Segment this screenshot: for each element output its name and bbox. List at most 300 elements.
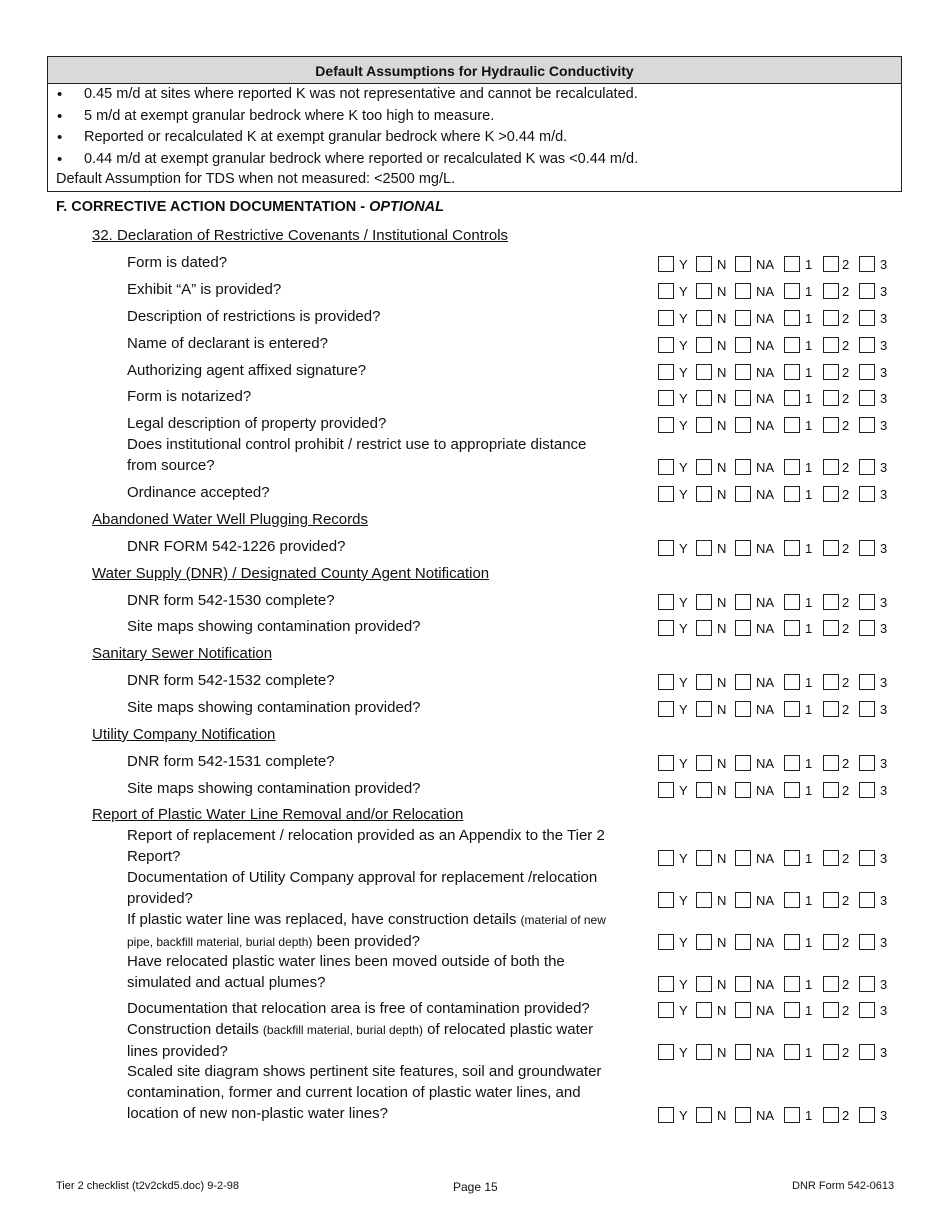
option-label-3: 3 xyxy=(880,893,888,908)
checkbox-2[interactable] xyxy=(823,755,839,771)
checkbox-n[interactable] xyxy=(696,283,712,299)
checkbox-1[interactable] xyxy=(784,540,800,556)
option-label-y: Y xyxy=(679,595,688,610)
checkbox-na[interactable] xyxy=(735,934,751,950)
checkbox-2[interactable] xyxy=(823,976,839,992)
checkbox-1[interactable] xyxy=(784,620,800,636)
checkbox-n[interactable] xyxy=(696,390,712,406)
checkbox-2[interactable] xyxy=(823,256,839,272)
option-label-y: Y xyxy=(679,702,688,717)
checkbox-na[interactable] xyxy=(735,1044,751,1060)
checkbox-y[interactable] xyxy=(658,755,674,771)
answer-options xyxy=(658,390,898,408)
checkbox-y[interactable] xyxy=(658,620,674,636)
checkbox-n[interactable] xyxy=(696,892,712,908)
option-label-1: 1 xyxy=(805,257,813,272)
checkbox-n[interactable] xyxy=(696,934,712,950)
option-label-2: 2 xyxy=(842,541,850,556)
option-label-1: 1 xyxy=(805,893,813,908)
checkbox-1[interactable] xyxy=(784,1044,800,1060)
checkbox-na[interactable] xyxy=(735,674,751,690)
option-label-3: 3 xyxy=(880,284,888,299)
checkbox-3[interactable] xyxy=(859,934,875,950)
checkbox-y[interactable] xyxy=(658,486,674,502)
checkbox-na[interactable] xyxy=(735,976,751,992)
checkbox-1[interactable] xyxy=(784,256,800,272)
assumption-item: • 0.44 m/d at exempt granular bedrock where reported or recalculated K was <0.44 m/d. xyxy=(48,149,901,171)
option-label-na: NA xyxy=(756,311,775,326)
option-label-1: 1 xyxy=(805,1045,813,1060)
checkbox-y[interactable] xyxy=(658,337,674,353)
checkbox-2[interactable] xyxy=(823,674,839,690)
checkbox-3[interactable] xyxy=(859,364,875,380)
option-label-na: NA xyxy=(756,702,775,717)
option-label-2: 2 xyxy=(842,418,850,433)
checkbox-2[interactable] xyxy=(823,283,839,299)
checkbox-na[interactable] xyxy=(735,337,751,353)
checkbox-3[interactable] xyxy=(859,540,875,556)
heading-water-supply: Water Supply (DNR) / Designated County Agent Notification xyxy=(92,565,490,582)
checkbox-1[interactable] xyxy=(784,976,800,992)
question-text: Form is notarized? xyxy=(127,388,252,405)
option-label-2: 2 xyxy=(842,621,850,636)
checkbox-n[interactable] xyxy=(696,620,712,636)
checkbox-3[interactable] xyxy=(859,310,875,326)
heading-plastic-water-line: Report of Plastic Water Line Removal and/or Relocation xyxy=(92,806,464,823)
checkbox-n[interactable] xyxy=(696,417,712,433)
question-text: DNR FORM 542-1226 provided? xyxy=(127,538,346,555)
section-title: F. CORRECTIVE ACTION DOCUMENTATION - OPTIONAL xyxy=(56,199,445,215)
checkbox-na[interactable] xyxy=(735,364,751,380)
question-text: Name of declarant is entered? xyxy=(127,335,328,352)
option-label-y: Y xyxy=(679,893,688,908)
checkbox-y[interactable] xyxy=(658,850,674,866)
checkbox-1[interactable] xyxy=(784,782,800,798)
checkbox-na[interactable] xyxy=(735,1107,751,1123)
option-label-1: 1 xyxy=(805,851,813,866)
option-label-n: N xyxy=(717,541,727,556)
checkbox-n[interactable] xyxy=(696,337,712,353)
option-label-3: 3 xyxy=(880,541,888,556)
option-label-na: NA xyxy=(756,1003,775,1018)
checkbox-1[interactable] xyxy=(784,417,800,433)
option-label-n: N xyxy=(717,1108,727,1123)
checkbox-y[interactable] xyxy=(658,934,674,950)
checkbox-1[interactable] xyxy=(784,594,800,610)
heading-well-plugging: Abandoned Water Well Plugging Records xyxy=(92,511,368,528)
option-label-3: 3 xyxy=(880,675,888,690)
checkbox-2[interactable] xyxy=(823,459,839,475)
checkbox-y[interactable] xyxy=(658,459,674,475)
checkbox-2[interactable] xyxy=(823,934,839,950)
option-label-2: 2 xyxy=(842,977,850,992)
checkbox-2[interactable] xyxy=(823,337,839,353)
option-label-1: 1 xyxy=(805,1108,813,1123)
checkbox-3[interactable] xyxy=(859,256,875,272)
answer-options xyxy=(658,934,898,952)
option-label-2: 2 xyxy=(842,311,850,326)
option-label-n: N xyxy=(717,621,727,636)
checkbox-1[interactable] xyxy=(784,364,800,380)
checkbox-2[interactable] xyxy=(823,701,839,717)
box-title: Default Assumptions for Hydraulic Conductivity xyxy=(48,57,901,84)
answer-options xyxy=(658,892,898,910)
option-label-3: 3 xyxy=(880,935,888,950)
checkbox-2[interactable] xyxy=(823,782,839,798)
checkbox-1[interactable] xyxy=(784,755,800,771)
checkbox-3[interactable] xyxy=(859,390,875,406)
assumption-item: • 0.45 m/d at sites where reported K was not representative and cannot be recalculated. xyxy=(48,84,901,106)
checkbox-na[interactable] xyxy=(735,486,751,502)
option-label-2: 2 xyxy=(842,365,850,380)
option-label-y: Y xyxy=(679,1108,688,1123)
checkbox-1[interactable] xyxy=(784,459,800,475)
checkbox-1[interactable] xyxy=(784,674,800,690)
checkbox-na[interactable] xyxy=(735,283,751,299)
option-label-y: Y xyxy=(679,675,688,690)
checkbox-1[interactable] xyxy=(784,701,800,717)
checkbox-2[interactable] xyxy=(823,850,839,866)
question-text: DNR form 542-1532 complete? xyxy=(127,672,335,689)
option-label-n: N xyxy=(717,487,727,502)
question-text: Site maps showing contamination provided? xyxy=(127,780,421,797)
option-label-1: 1 xyxy=(805,365,813,380)
option-label-y: Y xyxy=(679,1003,688,1018)
option-label-3: 3 xyxy=(880,418,888,433)
option-label-2: 2 xyxy=(842,893,850,908)
option-label-1: 1 xyxy=(805,1003,813,1018)
option-label-na: NA xyxy=(756,1045,775,1060)
option-label-2: 2 xyxy=(842,935,850,950)
heading-sanitary-sewer: Sanitary Sewer Notification xyxy=(92,645,273,662)
assumptions-list xyxy=(48,84,901,170)
option-label-1: 1 xyxy=(805,338,813,353)
question-text: DNR form 542-1531 complete? xyxy=(127,753,335,770)
checkbox-y[interactable] xyxy=(658,256,674,272)
checkbox-3[interactable] xyxy=(859,459,875,475)
option-label-y: Y xyxy=(679,935,688,950)
checkbox-na[interactable] xyxy=(735,701,751,717)
checkbox-1[interactable] xyxy=(784,934,800,950)
checkbox-2[interactable] xyxy=(823,390,839,406)
checkbox-3[interactable] xyxy=(859,620,875,636)
answer-options xyxy=(658,459,898,477)
checkbox-3[interactable] xyxy=(859,782,875,798)
checkbox-3[interactable] xyxy=(859,755,875,771)
checkbox-3[interactable] xyxy=(859,892,875,908)
option-label-2: 2 xyxy=(842,391,850,406)
answer-options xyxy=(658,755,898,773)
footer-form-number: DNR Form 542-0613 xyxy=(792,1180,895,1192)
option-label-n: N xyxy=(717,257,727,272)
option-label-1: 1 xyxy=(805,311,813,326)
checkbox-y[interactable] xyxy=(658,1002,674,1018)
option-label-na: NA xyxy=(756,487,775,502)
option-label-n: N xyxy=(717,977,727,992)
option-label-3: 3 xyxy=(880,365,888,380)
checkbox-3[interactable] xyxy=(859,976,875,992)
checkbox-1[interactable] xyxy=(784,892,800,908)
option-label-n: N xyxy=(717,675,727,690)
option-label-y: Y xyxy=(679,338,688,353)
option-label-na: NA xyxy=(756,783,775,798)
option-label-na: NA xyxy=(756,418,775,433)
checkbox-n[interactable] xyxy=(696,540,712,556)
checkbox-3[interactable] xyxy=(859,701,875,717)
option-label-n: N xyxy=(717,783,727,798)
option-label-3: 3 xyxy=(880,702,888,717)
option-label-n: N xyxy=(717,851,727,866)
question-text: Legal description of property provided? xyxy=(127,415,387,432)
checkbox-n[interactable] xyxy=(696,594,712,610)
checkbox-2[interactable] xyxy=(823,594,839,610)
option-label-n: N xyxy=(717,935,727,950)
checkbox-3[interactable] xyxy=(859,1044,875,1060)
checkbox-1[interactable] xyxy=(784,283,800,299)
checkbox-n[interactable] xyxy=(696,701,712,717)
option-label-2: 2 xyxy=(842,284,850,299)
checkbox-2[interactable] xyxy=(823,1002,839,1018)
checkbox-n[interactable] xyxy=(696,1107,712,1123)
checkbox-na[interactable] xyxy=(735,459,751,475)
checkbox-na[interactable] xyxy=(735,417,751,433)
option-label-na: NA xyxy=(756,621,775,636)
option-label-3: 3 xyxy=(880,311,888,326)
checkbox-na[interactable] xyxy=(735,256,751,272)
checkbox-1[interactable] xyxy=(784,486,800,502)
checkbox-n[interactable] xyxy=(696,755,712,771)
checkbox-n[interactable] xyxy=(696,256,712,272)
option-label-2: 2 xyxy=(842,675,850,690)
checkbox-3[interactable] xyxy=(859,1107,875,1123)
checkbox-n[interactable] xyxy=(696,486,712,502)
option-label-3: 3 xyxy=(880,391,888,406)
option-label-na: NA xyxy=(756,756,775,771)
question-text: Site maps showing contamination provided? xyxy=(127,699,421,716)
checkbox-1[interactable] xyxy=(784,1107,800,1123)
checkbox-y[interactable] xyxy=(658,364,674,380)
answer-options xyxy=(658,1107,898,1125)
checkbox-n[interactable] xyxy=(696,310,712,326)
option-label-1: 1 xyxy=(805,595,813,610)
option-label-3: 3 xyxy=(880,487,888,502)
option-label-na: NA xyxy=(756,365,775,380)
option-label-3: 3 xyxy=(880,1108,888,1123)
checkbox-2[interactable] xyxy=(823,620,839,636)
option-label-3: 3 xyxy=(880,460,888,475)
checkbox-na[interactable] xyxy=(735,310,751,326)
question-text: Exhibit “A” is provided? xyxy=(127,281,282,298)
checkbox-y[interactable] xyxy=(658,594,674,610)
checkbox-n[interactable] xyxy=(696,1044,712,1060)
checkbox-3[interactable] xyxy=(859,337,875,353)
option-label-2: 2 xyxy=(842,1003,850,1018)
question-text: Form is dated? xyxy=(127,254,228,271)
option-label-n: N xyxy=(717,756,727,771)
checkbox-na[interactable] xyxy=(735,755,751,771)
answer-options xyxy=(658,850,898,868)
option-label-na: NA xyxy=(756,391,775,406)
option-label-y: Y xyxy=(679,365,688,380)
checkbox-n[interactable] xyxy=(696,459,712,475)
option-label-na: NA xyxy=(756,284,775,299)
option-label-2: 2 xyxy=(842,702,850,717)
checkbox-3[interactable] xyxy=(859,850,875,866)
option-label-na: NA xyxy=(756,541,775,556)
option-label-na: NA xyxy=(756,935,775,950)
checkbox-y[interactable] xyxy=(658,976,674,992)
option-label-y: Y xyxy=(679,257,688,272)
option-label-1: 1 xyxy=(805,783,813,798)
option-label-3: 3 xyxy=(880,756,888,771)
option-label-n: N xyxy=(717,1003,727,1018)
checkbox-y[interactable] xyxy=(658,1044,674,1060)
assumption-item: • 5 m/d at exempt granular bedrock where K too high to measure. xyxy=(48,106,901,128)
option-label-y: Y xyxy=(679,756,688,771)
option-label-2: 2 xyxy=(842,756,850,771)
heading-utility-company: Utility Company Notification xyxy=(92,726,276,743)
option-label-1: 1 xyxy=(805,756,813,771)
checkbox-y[interactable] xyxy=(658,1107,674,1123)
option-label-n: N xyxy=(717,702,727,717)
checkbox-2[interactable] xyxy=(823,1044,839,1060)
option-label-1: 1 xyxy=(805,621,813,636)
option-label-n: N xyxy=(717,460,727,475)
option-label-2: 2 xyxy=(842,460,850,475)
checkbox-2[interactable] xyxy=(823,364,839,380)
checkbox-na[interactable] xyxy=(735,850,751,866)
section-title-optional: OPTIONAL xyxy=(369,199,445,215)
option-label-y: Y xyxy=(679,851,688,866)
option-label-n: N xyxy=(717,311,727,326)
heading-restrictive-covenants: 32. Declaration of Restrictive Covenants / Institutional Controls xyxy=(92,227,509,244)
option-label-3: 3 xyxy=(880,595,888,610)
answer-options xyxy=(658,337,898,355)
option-label-2: 2 xyxy=(842,1108,850,1123)
checkbox-na[interactable] xyxy=(735,892,751,908)
option-label-n: N xyxy=(717,284,727,299)
option-label-2: 2 xyxy=(842,1045,850,1060)
checkbox-na[interactable] xyxy=(735,540,751,556)
option-label-n: N xyxy=(717,1045,727,1060)
question-text: Site maps showing contamination provided? xyxy=(127,618,421,635)
question-text: Documentation of Utility Company approval for replacement /relocation provided? xyxy=(127,869,598,907)
option-label-na: NA xyxy=(756,257,775,272)
checkbox-y[interactable] xyxy=(658,283,674,299)
option-label-y: Y xyxy=(679,418,688,433)
option-label-1: 1 xyxy=(805,541,813,556)
option-label-n: N xyxy=(717,595,727,610)
checkbox-1[interactable] xyxy=(784,1002,800,1018)
checkbox-2[interactable] xyxy=(823,892,839,908)
question-text: Documentation that relocation area is free of contamination provided? xyxy=(127,1000,590,1017)
checkbox-n[interactable] xyxy=(696,1002,712,1018)
question-text: Ordinance accepted? xyxy=(127,484,270,501)
checkbox-n[interactable] xyxy=(696,364,712,380)
option-label-1: 1 xyxy=(805,418,813,433)
option-label-2: 2 xyxy=(842,851,850,866)
option-label-na: NA xyxy=(756,851,775,866)
checkbox-n[interactable] xyxy=(696,782,712,798)
checkbox-3[interactable] xyxy=(859,417,875,433)
option-label-n: N xyxy=(717,338,727,353)
checkbox-na[interactable] xyxy=(735,390,751,406)
checkbox-na[interactable] xyxy=(735,1002,751,1018)
option-label-1: 1 xyxy=(805,284,813,299)
option-label-n: N xyxy=(717,418,727,433)
checkbox-y[interactable] xyxy=(658,782,674,798)
default-assumptions-box xyxy=(47,56,902,192)
checkbox-3[interactable] xyxy=(859,486,875,502)
checkbox-n[interactable] xyxy=(696,976,712,992)
checkbox-2[interactable] xyxy=(823,310,839,326)
checkbox-y[interactable] xyxy=(658,310,674,326)
option-label-n: N xyxy=(717,365,727,380)
checkbox-y[interactable] xyxy=(658,674,674,690)
question-text: If plastic water line was replaced, have construction details (material of new pipe, backfill material, burial depth) been provided? xyxy=(127,911,606,950)
assumption-item: • Reported or recalculated K at exempt granular bedrock where K >0.44 m/d. xyxy=(48,127,901,149)
checkbox-1[interactable] xyxy=(784,337,800,353)
checkbox-2[interactable] xyxy=(823,1107,839,1123)
option-label-2: 2 xyxy=(842,487,850,502)
option-label-na: NA xyxy=(756,977,775,992)
answer-options xyxy=(658,674,898,692)
option-label-y: Y xyxy=(679,284,688,299)
checkbox-1[interactable] xyxy=(784,390,800,406)
option-label-na: NA xyxy=(756,1108,775,1123)
checkbox-2[interactable] xyxy=(823,486,839,502)
option-label-y: Y xyxy=(679,621,688,636)
checkbox-na[interactable] xyxy=(735,594,751,610)
checkbox-2[interactable] xyxy=(823,540,839,556)
checkbox-y[interactable] xyxy=(658,390,674,406)
answer-options xyxy=(658,782,898,800)
option-label-2: 2 xyxy=(842,783,850,798)
checkbox-1[interactable] xyxy=(784,310,800,326)
option-label-1: 1 xyxy=(805,977,813,992)
question-text: DNR form 542-1530 complete? xyxy=(127,592,335,609)
answer-options xyxy=(658,1002,898,1020)
answer-options xyxy=(658,976,898,994)
option-label-3: 3 xyxy=(880,1045,888,1060)
checkbox-na[interactable] xyxy=(735,782,751,798)
answer-options xyxy=(658,701,898,719)
checkbox-3[interactable] xyxy=(859,674,875,690)
checkbox-y[interactable] xyxy=(658,701,674,717)
option-label-2: 2 xyxy=(842,257,850,272)
checkbox-3[interactable] xyxy=(859,594,875,610)
option-label-3: 3 xyxy=(880,977,888,992)
checkbox-2[interactable] xyxy=(823,417,839,433)
answer-options xyxy=(658,594,898,612)
option-label-3: 3 xyxy=(880,783,888,798)
checkbox-na[interactable] xyxy=(735,620,751,636)
option-label-y: Y xyxy=(679,541,688,556)
checkbox-y[interactable] xyxy=(658,417,674,433)
question-text: Description of restrictions is provided? xyxy=(127,308,381,325)
answer-options xyxy=(658,283,898,301)
checkbox-y[interactable] xyxy=(658,540,674,556)
option-label-y: Y xyxy=(679,311,688,326)
checkbox-3[interactable] xyxy=(859,1002,875,1018)
checkbox-3[interactable] xyxy=(859,283,875,299)
checkbox-1[interactable] xyxy=(784,850,800,866)
checkbox-n[interactable] xyxy=(696,850,712,866)
checkbox-y[interactable] xyxy=(658,892,674,908)
option-label-3: 3 xyxy=(880,338,888,353)
tds-assumption: Default Assumption for TDS when not measured: <2500 mg/L. xyxy=(56,171,456,187)
checkbox-n[interactable] xyxy=(696,674,712,690)
